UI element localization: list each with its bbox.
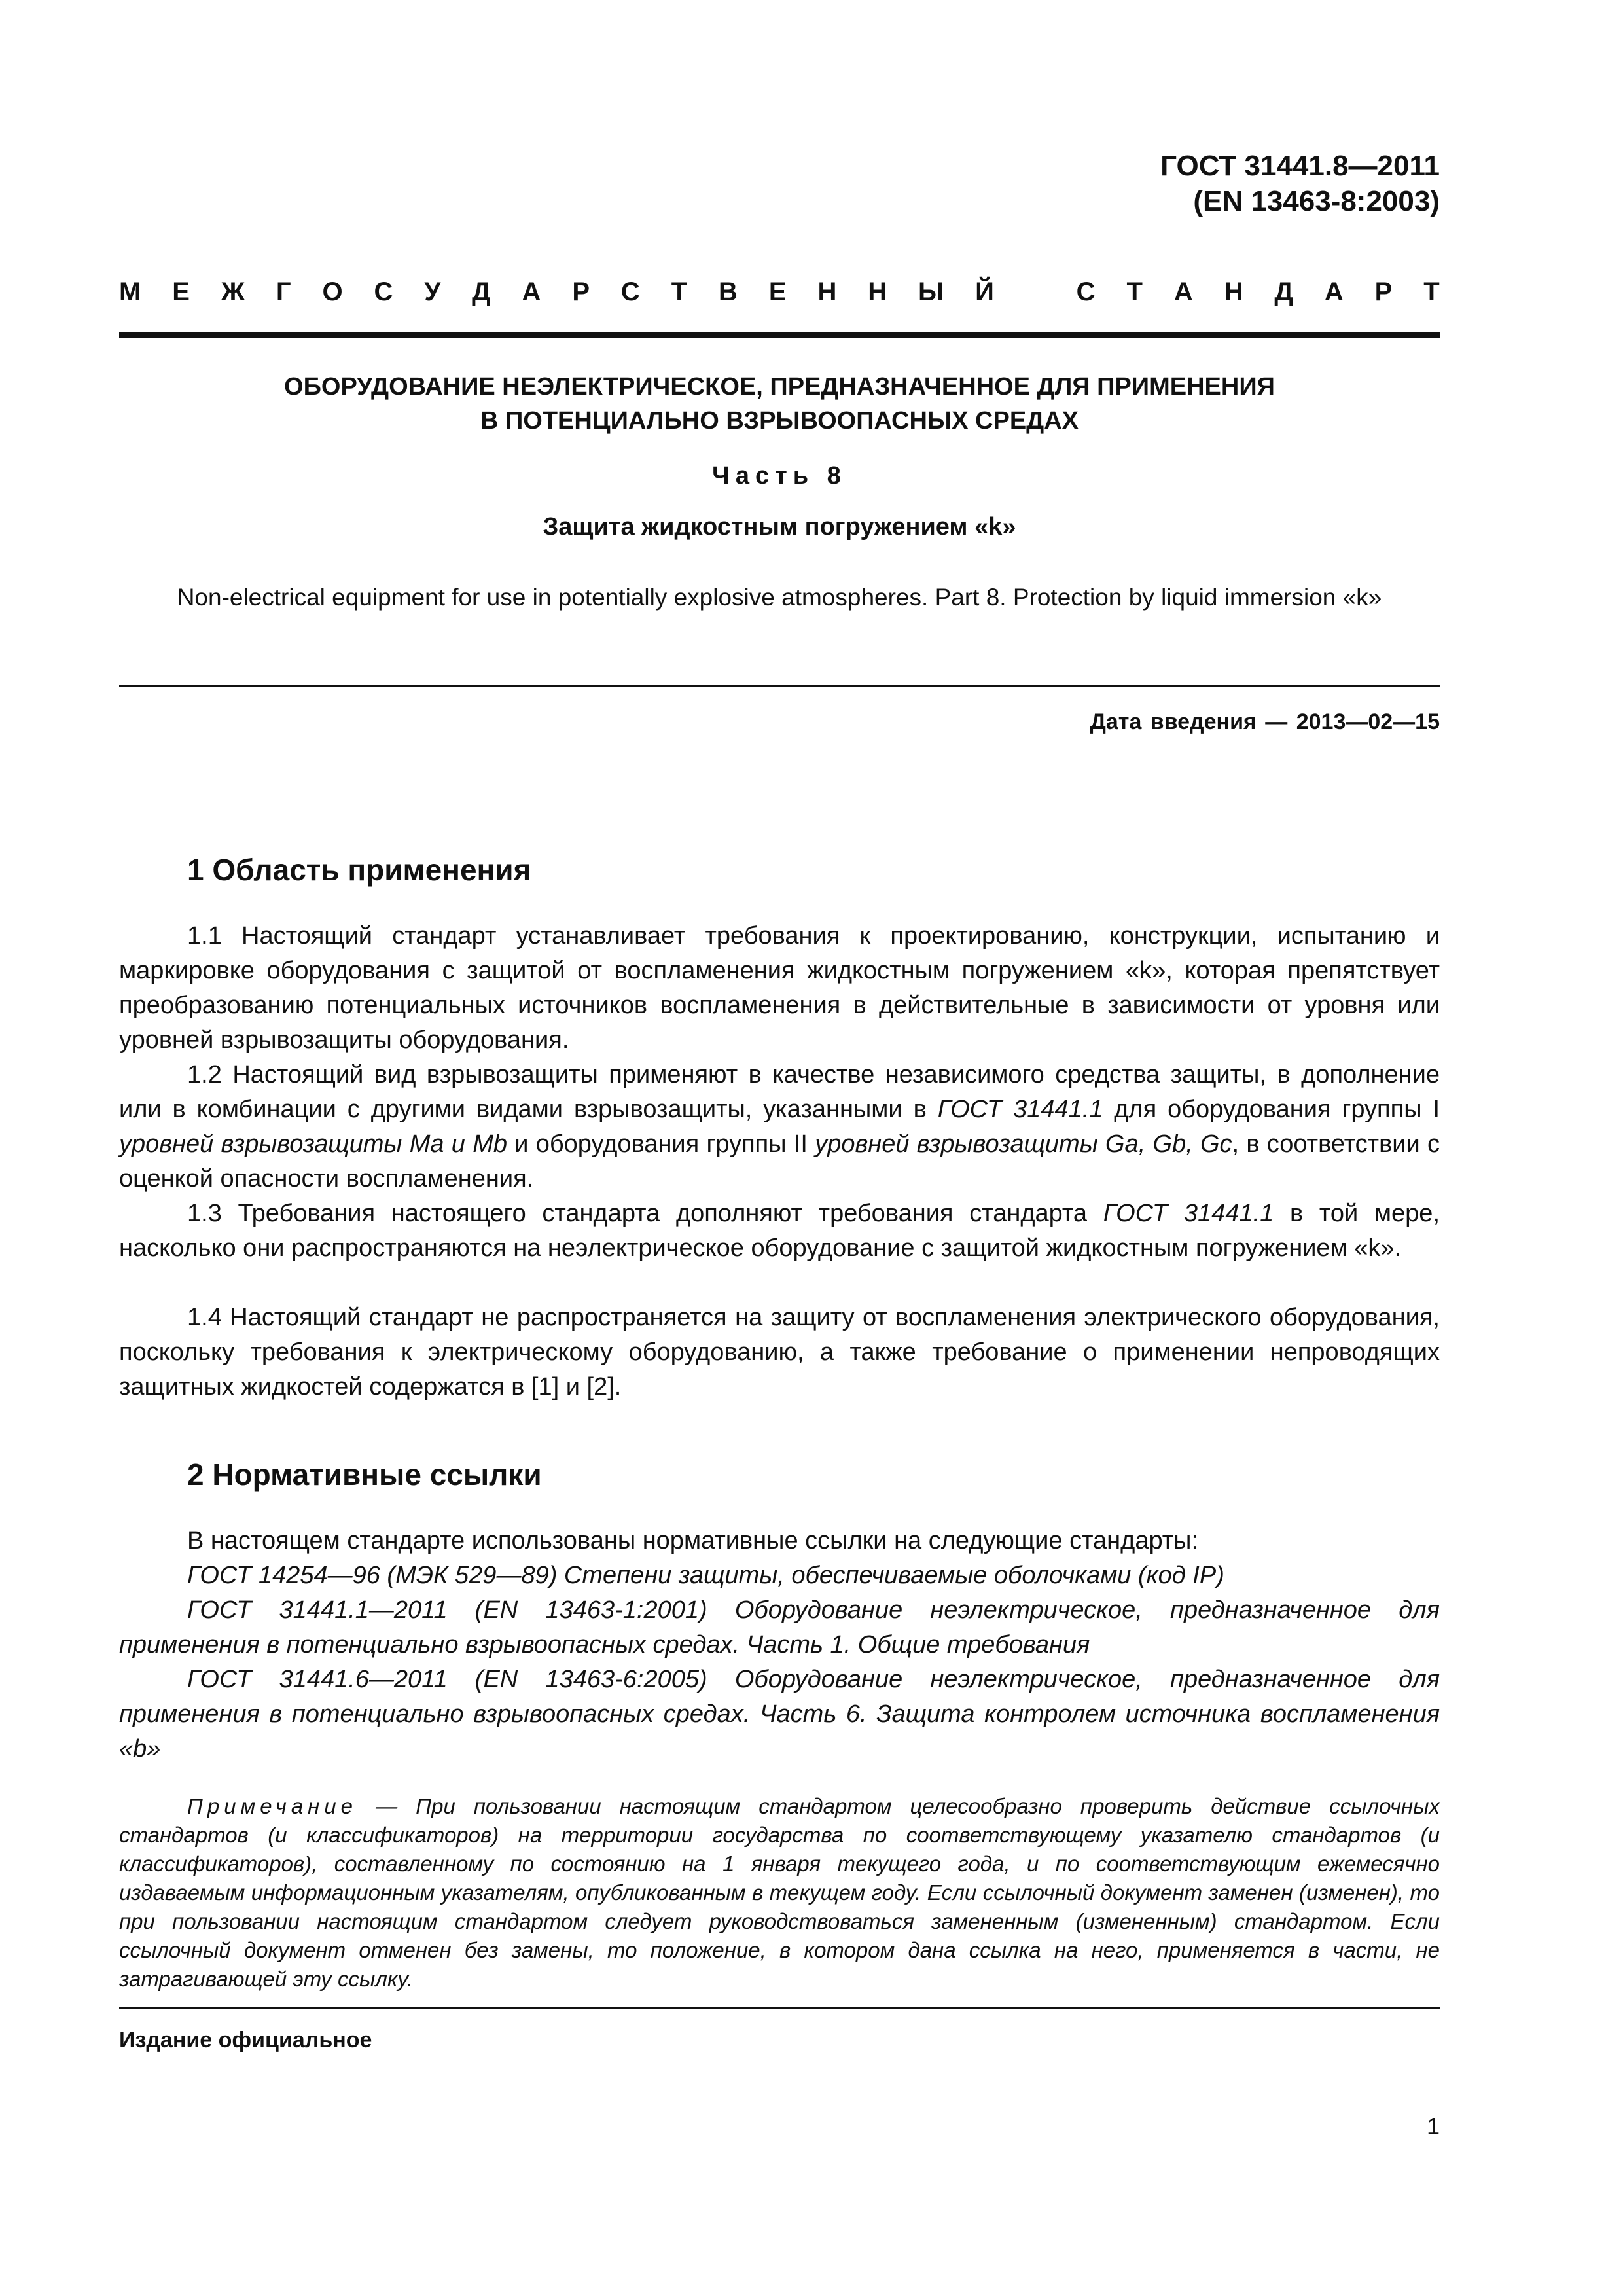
standard-type-letter	[1026, 278, 1045, 307]
standard-type-letter: Е	[768, 278, 787, 306]
reference-item: ГОСТ 31441.1—2011 (EN 13463-1:2001) Оборудование неэлектрическое, предназначенное для применения в потенциально взрывоопасных средах. Часть 1. Общие требования	[119, 1596, 1440, 1659]
standard-type-letter: Т	[1126, 278, 1143, 306]
edition-label: Издание официальное	[119, 2028, 372, 2053]
standard-type-letter: Т	[1423, 278, 1440, 306]
subtitle: Защита жидкостным погружением «k»	[543, 513, 1016, 541]
section-heading-references: 2 Нормативные ссылки	[187, 1458, 542, 1492]
standard-type-letter: А	[1173, 278, 1193, 306]
standard-code: ГОСТ 31441.8—2011	[1160, 150, 1440, 182]
standard-type-letter: Ы	[918, 278, 944, 306]
standard-type-letter: М	[119, 278, 141, 306]
title-line-1: ОБОРУДОВАНИЕ НЕЭЛЕКТРИЧЕСКОЕ, ПРЕДНАЗНАЧЕННОЕ ДЛЯ ПРИМЕНЕНИЯ	[284, 373, 1275, 401]
standard-type-letter: С	[620, 278, 640, 306]
footer-divider	[119, 2007, 1440, 2009]
standard-type-letter: У	[424, 278, 441, 306]
title-line-2: В ПОТЕНЦИАЛЬНО ВЗРЫВООПАСНЫХ СРЕДАХ	[480, 407, 1079, 435]
section-heading-scope: 1 Область применения	[187, 853, 531, 887]
standard-type-label	[119, 278, 1440, 307]
standard-type-letter: Р	[1374, 278, 1393, 306]
standard-type-letter: В	[719, 278, 738, 306]
part-label: Часть 8	[712, 462, 847, 490]
standard-type-letter: А	[1324, 278, 1344, 306]
standard-type-letter: Н	[817, 278, 837, 306]
standard-type-letter: О	[322, 278, 343, 306]
standard-type-letter: Н	[868, 278, 887, 306]
standard-type-letter: Р	[572, 278, 590, 306]
title-divider	[119, 685, 1440, 687]
english-title: Non-electrical equipment for use in potentially explosive atmospheres. Part 8. Protection by liquid immersion «k»	[177, 584, 1382, 611]
standard-type-letter: А	[522, 278, 541, 306]
paragraph-1-2: 1.2 Настоящий вид взрывозащиты применяют в качестве независимого средства защиты, в дополнение или в комбинации с другими видами взрывозащиты, указанными в ГОСТ 31441.1 для оборудования группы I уровней взрывозащиты Ma и Mb и оборудования группы II уровней взрывозащиты Ga, Gb, Gc, в соответствии с оценкой опасности воспламенения.	[119, 1061, 1440, 1193]
standard-type-letter: Е	[172, 278, 190, 306]
standard-type-letter: Н	[1224, 278, 1243, 306]
reference-item: ГОСТ 31441.6—2011 (EN 13463-6:2005) Оборудование неэлектрическое, предназначенное для применения в потенциально взрывоопасных средах. Часть 6. Защита контролем источника воспламенения «b»	[119, 1666, 1440, 1763]
standard-type-letter: Д	[472, 278, 491, 306]
paragraph-1-3: 1.3 Требования настоящего стандарта дополняют требования стандарта ГОСТ 31441.1 в той мере, насколько они распространяются на неэлектрическое оборудование с защитой жидкостным погружением «k».	[119, 1200, 1440, 1262]
note: Примечание — При пользовании настоящим стандартом целесообразно проверить действие ссылочных стандартов (и классификаторов) на территории государства по соответствующему указателю стандартов (и классификаторов), составленному по состоянию на 1 января текущего года, и по соответствующим ежемесячно издаваемым информационным указателям, опубликованным в текущем году. Если ссылочный документ заменен (изменен), то при пользовании настоящим стандартом следует руководствоваться замененным (измененным) стандартом. Если ссылочный документ отменен без замены, то положение, в котором дана ссылка на него, применяется в части, не затрагивающей эту ссылку.	[119, 1794, 1440, 1991]
standard-type-letter: Г	[276, 278, 291, 306]
standard-type-letter: Т	[671, 278, 688, 306]
references-intro: В настоящем стандарте использованы нормативные ссылки на следующие стандарты:	[187, 1527, 1199, 1554]
paragraph-1-1: 1.1 Настоящий стандарт устанавливает требования к проектированию, конструкции, испытанию и маркировке оборудования с защитой от воспламенения жидкостным погружением «k», которая препятствует преобразованию потенциальных источников воспламенения в действительные в зависимости от уровня или уровней взрывозащиты оборудования.	[119, 922, 1440, 1054]
standard-type-letter: Ж	[221, 278, 245, 306]
standard-type-letter: С	[1076, 278, 1096, 306]
standard-type-letter: Д	[1274, 278, 1293, 306]
header-divider	[119, 332, 1440, 338]
introduction-date: Дата введения — 2013—02—15	[1090, 709, 1440, 734]
standard-type-letter: С	[374, 278, 393, 306]
page-number: 1	[1426, 2113, 1440, 2140]
standard-code-en: (EN 13463-8:2003)	[1193, 185, 1440, 217]
paragraph-1-4: 1.4 Настоящий стандарт не распространяется на защиту от воспламенения электрического оборудования, поскольку требования к электрическому оборудованию, а также требование о применении непроводящих защитных жидкостей содержатся в [1] и [2].	[119, 1304, 1440, 1401]
standard-type-letter: Й	[975, 278, 994, 306]
note-label: Примечание	[187, 1794, 358, 1818]
reference-item: ГОСТ 14254—96 (МЭК 529—89) Степени защиты, обеспечиваемые оболочками (код IP)	[187, 1562, 1224, 1589]
